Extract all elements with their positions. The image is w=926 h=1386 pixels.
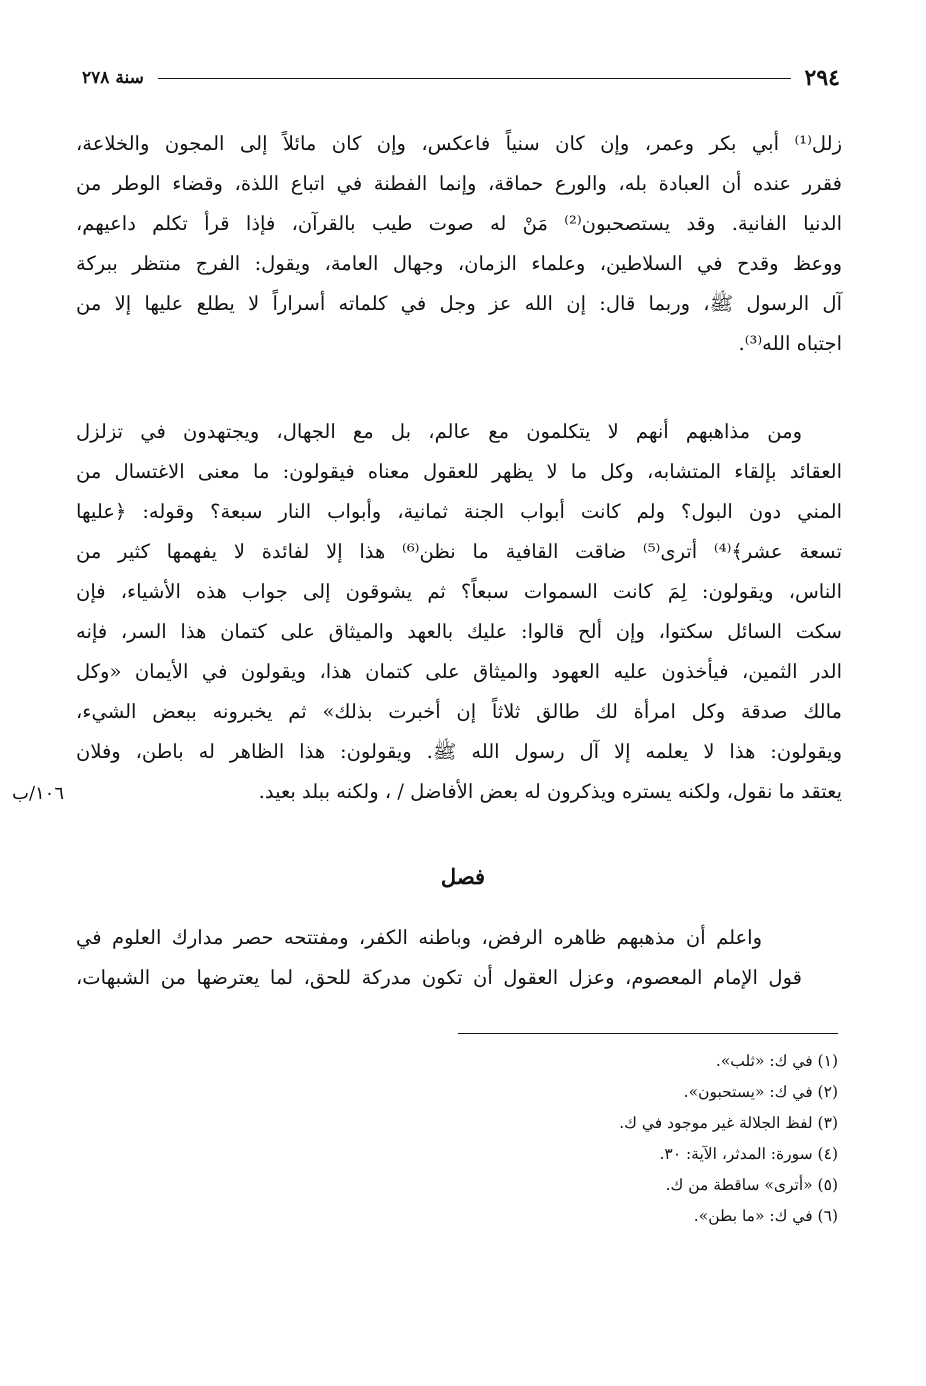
text-line: فقرر عنده أن العبادة بله، والورع حماقة، وإنما الفطنة في اتباع اللذة، وقضاء الوطر من xyxy=(76,172,842,195)
footnote: (٥) «أترى» ساقطة من ك. xyxy=(665,1176,838,1194)
text-line: آل الرسول ﷺ، وربما قال: إن الله عز وجل في كلماته أسراراً لا يطلع عليها إلا من xyxy=(76,292,842,315)
text-line: الناس، ويقولون: لِمَ كانت السموات سبعاً؟ ثم يشوقون إلى جواب هذه الأشياء، فإن xyxy=(76,580,842,603)
text-line: العقائد بإلقاء المتشابه، وكل ما لا يظهر للعقول معناه فيقولون: ما معنى الاغتسال من xyxy=(76,460,842,483)
manuscript-folio-note: ١٠٦/ب xyxy=(12,783,65,804)
page-number: ٢٩٤ xyxy=(804,65,840,91)
footnote: (٣) لفظ الجلالة غير موجود في ك. xyxy=(619,1114,838,1132)
text-line: ومن مذاهبهم أنهم لا يتكلمون مع عالم، بل مع الجهال، ويجتهدون في تزلزل xyxy=(76,420,802,443)
text-line: سكت السائل سكتوا، وإن ألح قالوا: عليك بالعهد والميثاق على كتمان هذا السر، فإنه xyxy=(76,620,842,643)
text-line: الدنيا الفانية. وقد يستصحبون⁽²⁾ مَنْ له صوت طيب بالقرآن، فإذا قرأ تكلم داعيهم، xyxy=(76,212,842,235)
header-year: سنة ٢٧٨ xyxy=(82,68,144,88)
footnote: (٦) في ك: «ما بطن». xyxy=(693,1207,838,1225)
footnote: (١) في ك: «ثلب». xyxy=(715,1052,838,1070)
text-line: قول الإمام المعصوم، وعزل العقول أن تكون مدركة للحق، لما يعترضها من الشبهات، xyxy=(76,966,802,989)
text-line: تسعة عشر﴾⁽⁴⁾ أترى⁽⁵⁾ ضاقت القافية ما نظن⁽⁶⁾ هذا إلا لفائدة لا يفهمها كثير من xyxy=(76,540,843,563)
section-title: فصل xyxy=(440,864,486,889)
footnotes xyxy=(300,1046,838,1232)
text-line: واعلم أن مذهبهم ظاهره الرفض، وباطنه الكفر، ومفتتحه حصر مدارك العلوم في xyxy=(76,926,762,949)
text-line: يعتقد ما نقول، ولكنه يستره ويذكرون له بعض الأفاضل / ، ولكنه ببلد بعيد. xyxy=(258,780,842,803)
text-line: ووعظ وقدح في السلاطين، وعلماء الزمان، وجهال العامة، ويقول: الفرج منتظر ببركة xyxy=(76,252,842,275)
text-line: المني دون البول؟ ولم كانت أبواب الجنة ثمانية، وأبواب النار سبعة؟ وقوله: ﴿عليها xyxy=(76,500,842,523)
paragraph-1 xyxy=(76,124,842,364)
footnote-rule xyxy=(458,1033,838,1034)
text-line: مالك صدقة وكل امرأة لك طالق ثلاثاً إن أخبرت بذلك» ثم يخبرونه ببعض الشيء، xyxy=(76,700,842,723)
paragraph-3 xyxy=(76,918,842,998)
footnote: (٢) في ك: «يستحبون». xyxy=(683,1083,838,1101)
running-header xyxy=(82,60,840,96)
text-line: اجتباه الله⁽³⁾. xyxy=(738,332,842,355)
text-line: زلل⁽¹⁾ أبي بكر وعمر، وإن كان سنياً فاعكس، وإن كان مائلاً إلى المجون والخلاعة، xyxy=(76,132,842,155)
text-line: ويقولون: هذا لا يعلمه إلا آل رسول الله ﷺ. ويقولون: هذا الظاهر له باطن، وفلان xyxy=(76,740,842,763)
text-line: الدر الثمين، فيأخذون عليه العهود والميثاق على كتمان هذا، ويقولون في الأيمان «وكل xyxy=(76,660,842,683)
header-rule xyxy=(158,78,791,79)
footnote: (٤) سورة: المدثر، الآية: ٣٠. xyxy=(659,1145,838,1163)
paragraph-2 xyxy=(12,412,843,812)
